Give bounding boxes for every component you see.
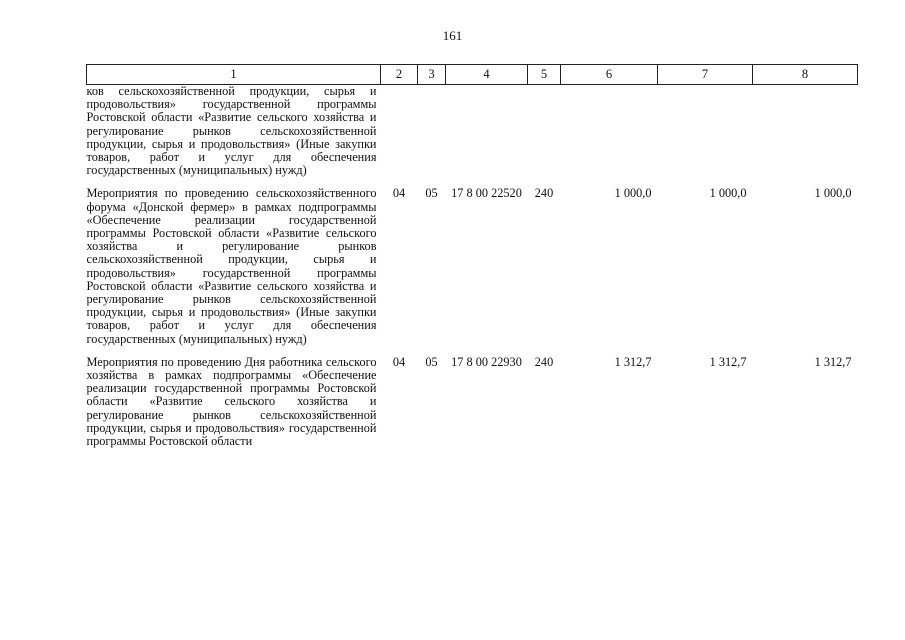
row-section-code: 04: [392, 186, 406, 201]
row-amount-col8: 1 000,0: [814, 186, 852, 201]
row-expense-type: 240: [534, 186, 554, 201]
table-row: [87, 187, 858, 355]
row-expense-type: 240: [534, 354, 554, 369]
row-amount-col6: 1 312,7: [614, 354, 652, 369]
table-row: [87, 356, 858, 458]
row-amount-col7: 1 000,0: [709, 186, 747, 201]
row-amount-col6: [561, 85, 658, 188]
header-col-6: 6: [561, 65, 658, 85]
header-col-3: 3: [418, 65, 446, 85]
header-col-4: 4: [446, 65, 528, 85]
row-subsection-code: 05: [425, 354, 438, 369]
row-subsection-code: [418, 85, 446, 188]
row-target-article: [446, 85, 528, 188]
budget-table: [86, 64, 858, 458]
row-amount-col7: 1 312,7: [709, 354, 747, 369]
row-target-article: 17 8 00 22930: [451, 354, 522, 369]
row-section-code: 04: [392, 354, 406, 369]
row-amount-col8: [753, 85, 858, 188]
row-description: ков сельскохозяйственной продукции, сырья и продовольствия» государственной программы Ростовской области «Развитие сельского хозяйства и регулирование рынков сельскохозяйственной продукции, сырья и продовольствия» (Иные закупки товаров, работ и услуг для обеспечения государственных (муниципальных) нужд): [86, 84, 377, 178]
header-col-1: 1: [87, 65, 381, 85]
header-col-7: 7: [658, 65, 753, 85]
table-row: [87, 85, 858, 188]
row-amount-col6: 1 000,0: [614, 186, 652, 201]
header-row: [87, 65, 858, 85]
header-col-2: 2: [381, 65, 418, 85]
row-description: Мероприятия по проведению Дня работника сельского хозяйства в рамках подпрограммы «Обеспечение реализации государственной программы Ростовской области «Развитие сельского хозяйства и регулирование рынков сельскохозяйственной продукции, сырья и продовольствия» государственной программы Ростовской области: [86, 354, 377, 449]
row-description: Мероприятия по проведению сельскохозяйственного форума «Донской фермер» в рамках подпрограммы «Обеспечение реализации государственной программы Ростовской области «Развитие сельского хозяйства и регулирование рынков сельскохозяйственной продукции, сырья и продовольствия» государственной программы Ростовской области «Развитие сельского хозяйства и регулирование рынков сельскохозяйственной продукции, сырья и продовольствия» (Иные закупки товаров, работ и услуг для обеспечения государственных (муниципальных) нужд): [86, 186, 377, 346]
row-amount-col7: [658, 85, 753, 188]
row-section-code: [381, 85, 418, 188]
page-number: 161: [442, 28, 463, 43]
row-target-article: 17 8 00 22520: [451, 186, 522, 201]
row-expense-type: [528, 85, 561, 188]
header-col-5: 5: [528, 65, 561, 85]
header-col-8: 8: [753, 65, 858, 85]
row-amount-col8: 1 312,7: [814, 354, 852, 369]
row-subsection-code: 05: [425, 186, 438, 201]
